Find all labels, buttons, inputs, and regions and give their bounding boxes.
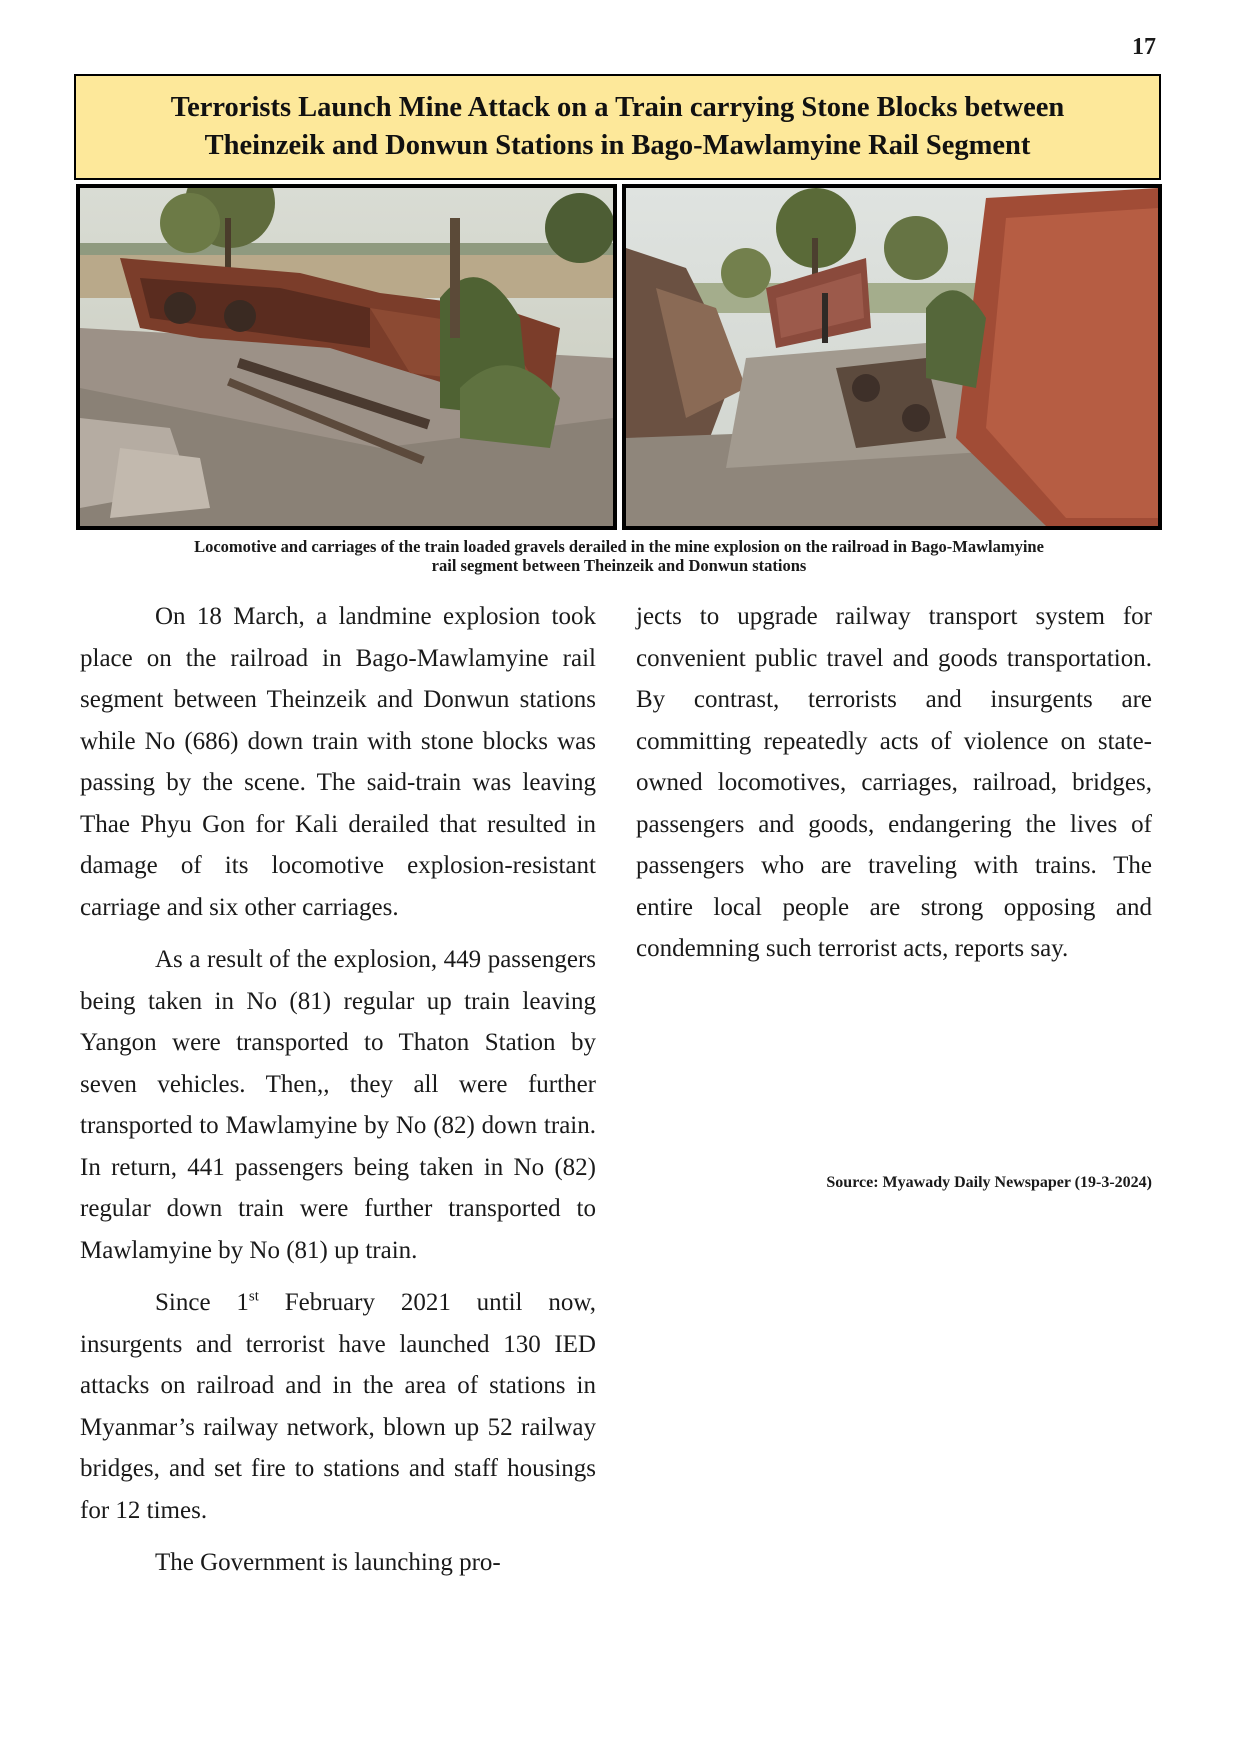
- p3-text-end: February 2021 until now, insurgents and terrorist have launched 130 IED attacks on railroad and in the area of stations in Myanmar’s railway network, blown up 52 railway bridges, and set fire to stations and staff housings for 12 times.: [80, 1289, 597, 1524]
- headline-line-1: Terrorists Launch Mine Attack on a Train carrying Stone Blocks between: [170, 92, 1065, 123]
- page-number: 17: [1132, 34, 1156, 60]
- headline-line-2: Theinzeik and Donwun Stations in Bago-Mawlamyine Rail Segment: [204, 130, 1031, 161]
- article-column-right: [636, 596, 1152, 981]
- ordinal-suffix: st: [248, 1288, 259, 1305]
- article-paragraph-4-continued: jects to upgrade railway transport system for convenient public travel and goods transportation. By contrast, terrorists and insurgents are committing repeatedly acts of violence on state-owned locomotives, carriages, railroad, bridges, passengers and goods, endangering the lives of passengers who are traveling with trains. The entire local people are strong opposing and condemning such terrorist acts, reports say.: [636, 603, 1152, 962]
- photo-caption-line-1: Locomotive and carriages of the train loaded gravels derailed in the mine explosion on the railroad in Bago-Mawlamyine: [194, 537, 1044, 556]
- headline-box: [74, 74, 1161, 180]
- photo-derailed-carriages-image: [626, 188, 1158, 526]
- photo-derailed-carriages: [622, 184, 1162, 530]
- article-column-left: [80, 596, 596, 1595]
- article-paragraph-1: On 18 March, a landmine explosion took place on the railroad in Bago-Mawlamyine rail segment between Theinzeik and Donwun stations while No (686) down train with stone blocks was passing by the scene. The said-train was leaving Thae Phyu Gon for Kali derailed that resulted in damage of its locomotive explosion-resistant carriage and six other carriages.: [80, 603, 596, 921]
- photo-derailed-locomotive-image: [80, 188, 613, 526]
- p3-text-start: Since 1: [155, 1289, 249, 1316]
- photo-derailed-locomotive: [76, 184, 617, 530]
- source-credit: Source: Myawady Daily Newspaper (19-3-2024): [826, 1174, 1152, 1191]
- article-paragraph-2: As a result of the explosion, 449 passengers being taken in No (81) regular up train leaving Yangon were transported to Thaton Station by seven vehicles. Then,, they all were further transported to Mawlamyine by No (82) down train. In return, 441 passengers being taken in No (82) regular down train were further transported to Mawlamyine by No (81) up train.: [80, 946, 596, 1264]
- photo-caption-line-2: rail segment between Theinzeik and Donwun stations: [431, 556, 807, 575]
- article-paragraph-4-start: The Government is launching pro-: [155, 1549, 501, 1576]
- article-paragraph-3: [80, 1282, 596, 1531]
- photo-caption: [74, 537, 1164, 575]
- headline: [171, 89, 1065, 165]
